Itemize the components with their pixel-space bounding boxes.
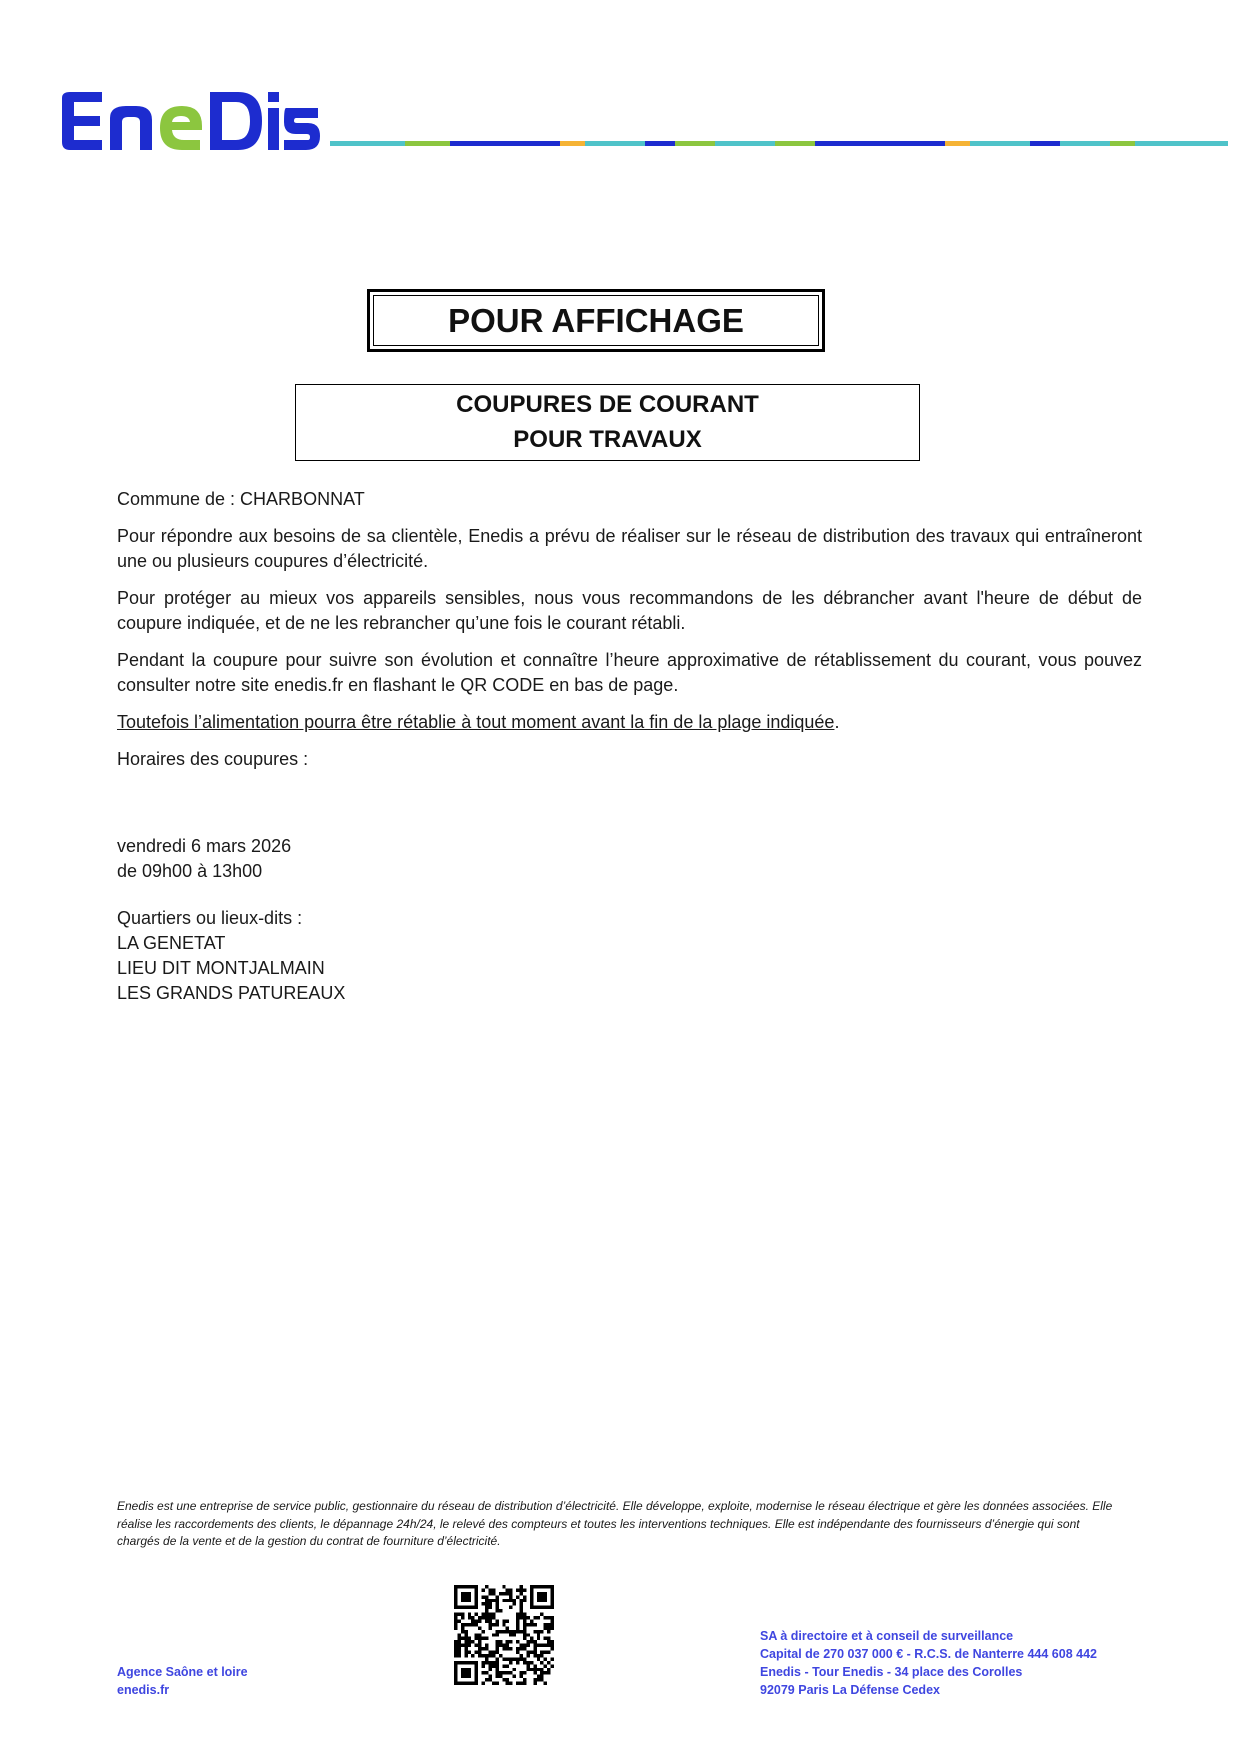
commune-line: Commune de : CHARBONNAT [117,489,365,509]
header-color-rule [330,141,1228,146]
paragraph-warning [117,710,1142,735]
agency-website-link[interactable]: enedis.fr [117,1683,170,1697]
outage-date: vendredi 6 mars 2026 [117,836,292,856]
company-info [760,1627,1097,1699]
warning-underlined-text: Toutefois l’alimentation pourra être rétablie à tout moment avant la fin de la plage indiquée [117,712,835,732]
outage-time: de 09h00 à 13h00 [117,861,263,881]
agency-name: Agence Saône et loire [117,1665,248,1679]
legal-notice: Enedis est une entreprise de service public, gestionnaire du réseau de distribution d’électricité. Elle développe, exploite, modernise le réseau électrique et gère les données associées. Elle réalise les raccordements des clients, le dépannage 24h/24, le relevé des compteurs et toutes les interventions techniques. Elle est indépendante des fournisseurs d’énergie qui sont chargés de la vente et de la gestion du contrat de fourniture d’électricité. [117,1499,1113,1548]
paragraph-qr-info: Pendant la coupure pour suivre son évolution et connaître l’heure approximative de rétablissement du courant, vous pouvez consulter notre site enedis.fr en flashant le QR CODE en bas de page. [117,650,1142,695]
quartiers-block [117,906,1142,1006]
company-line-1: SA à directoire et à conseil de surveillance [760,1629,1014,1643]
coupures-title-line2: POUR TRAVAUX [513,426,702,453]
paragraph-recommendation: Pour protéger au mieux vos appareils sensibles, nous vous recommandons de les débrancher avant l'heure de début de coupure indiquée, et de ne les rebrancher qu’une fois le courant rétabli. [117,588,1142,633]
schedule-block [117,834,1142,884]
agency-info [117,1663,248,1699]
coupures-title-box [295,384,920,461]
company-line-3: Enedis - Tour Enedis - 34 place des Corolles [760,1665,1023,1679]
warning-period: . [834,712,840,732]
company-line-4: 92079 Paris La Défense Cedex [760,1683,940,1697]
horaires-label: Horaires des coupures : [117,749,309,769]
enedis-logo [62,92,320,150]
paragraph-intro: Pour répondre aux besoins de sa clientèle, Enedis a prévu de réaliser sur le réseau de distribution des travaux qui entraîneront une ou plusieurs coupures d’électricité. [117,526,1142,571]
quartier-item: LA GENETAT [117,933,226,953]
qr-code-icon[interactable] [454,1585,554,1685]
quartiers-label: Quartiers ou lieux-dits : [117,908,303,928]
company-line-2: Capital de 270 037 000 € - R.C.S. de Nanterre 444 608 442 [760,1647,1097,1661]
notice-body [117,487,1142,1028]
pour-affichage-box [367,289,825,352]
quartier-item: LIEU DIT MONTJALMAIN [117,958,325,978]
pour-affichage-title: POUR AFFICHAGE [373,295,819,346]
coupures-title-line1: COUPURES DE COURANT [456,391,759,418]
quartier-item: LES GRANDS PATUREAUX [117,983,346,1003]
